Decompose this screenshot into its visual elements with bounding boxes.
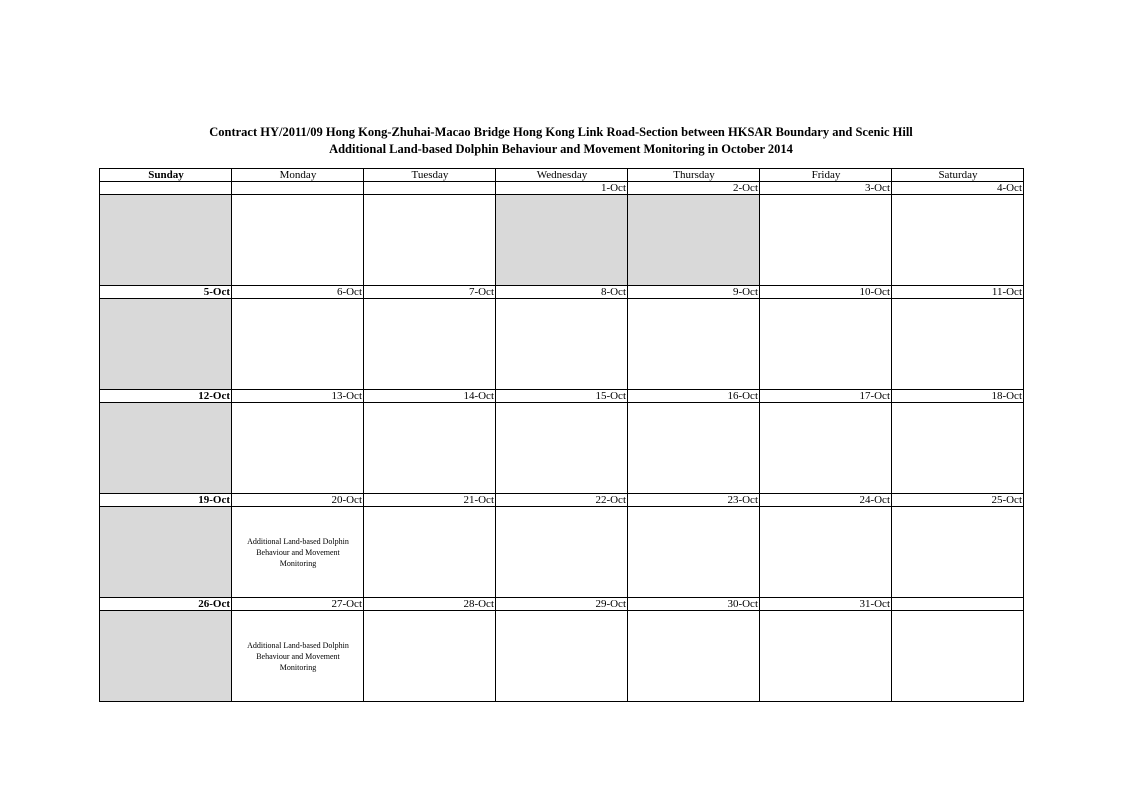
week-2-date-row (100, 286, 1024, 299)
day-cell (892, 507, 1024, 598)
weekday-header-thursday: Thursday (628, 169, 760, 182)
day-cell (892, 299, 1024, 390)
date-label: 17-Oct (760, 390, 892, 403)
week-3-date-row (100, 390, 1024, 403)
day-cell (628, 195, 760, 286)
date-label: 27-Oct (232, 598, 364, 611)
day-cell (760, 299, 892, 390)
weekday-header-tuesday: Tuesday (364, 169, 496, 182)
day-cell (100, 507, 232, 598)
week-3-body-row (100, 403, 1024, 494)
day-cell (496, 507, 628, 598)
day-cell (628, 403, 760, 494)
day-cell (100, 299, 232, 390)
date-label (232, 182, 364, 195)
date-label: 14-Oct (364, 390, 496, 403)
day-cell (100, 611, 232, 702)
day-cell (496, 299, 628, 390)
date-label: 9-Oct (628, 286, 760, 299)
day-cell (364, 299, 496, 390)
weekday-header-monday: Monday (232, 169, 364, 182)
date-label: 30-Oct (628, 598, 760, 611)
date-label: 28-Oct (364, 598, 496, 611)
date-label (892, 598, 1024, 611)
weekday-header-saturday: Saturday (892, 169, 1024, 182)
date-label: 26-Oct (100, 598, 232, 611)
date-label: 31-Oct (760, 598, 892, 611)
event-text: Additional Land-based Dolphin Behaviour and Movement Monitoring (247, 536, 349, 568)
date-label: 22-Oct (496, 494, 628, 507)
week-4-body-row (100, 507, 1024, 598)
date-label: 4-Oct (892, 182, 1024, 195)
day-cell (100, 195, 232, 286)
weekday-header-friday: Friday (760, 169, 892, 182)
week-4-date-row (100, 494, 1024, 507)
date-label: 23-Oct (628, 494, 760, 507)
date-label: 7-Oct (364, 286, 496, 299)
date-label: 12-Oct (100, 390, 232, 403)
day-cell (892, 611, 1024, 702)
weekday-header-sunday: Sunday (100, 169, 232, 182)
day-cell (496, 611, 628, 702)
day-cell (232, 507, 364, 598)
day-cell (232, 195, 364, 286)
day-cell (760, 507, 892, 598)
weekday-header-wednesday: Wednesday (496, 169, 628, 182)
date-label: 15-Oct (496, 390, 628, 403)
date-label: 21-Oct (364, 494, 496, 507)
date-label: 25-Oct (892, 494, 1024, 507)
date-label: 24-Oct (760, 494, 892, 507)
day-cell (232, 299, 364, 390)
date-label (100, 182, 232, 195)
date-label: 16-Oct (628, 390, 760, 403)
day-cell (628, 507, 760, 598)
date-label (364, 182, 496, 195)
day-cell (364, 611, 496, 702)
title-line-2: Additional Land-based Dolphin Behaviour and Movement Monitoring in October 2014 (329, 142, 793, 156)
day-cell (760, 195, 892, 286)
day-cell (232, 611, 364, 702)
week-5-date-row (100, 598, 1024, 611)
day-cell (628, 611, 760, 702)
day-cell (232, 403, 364, 494)
date-label: 10-Oct (760, 286, 892, 299)
date-label: 11-Oct (892, 286, 1024, 299)
day-cell (892, 403, 1024, 494)
day-cell (892, 195, 1024, 286)
date-label: 3-Oct (760, 182, 892, 195)
date-label: 20-Oct (232, 494, 364, 507)
week-2-body-row (100, 299, 1024, 390)
week-5-body-row (100, 611, 1024, 702)
title-line-1: Contract HY/2011/09 Hong Kong-Zhuhai-Macao Bridge Hong Kong Link Road-Section between HKSAR Boundary and Scenic Hill (209, 125, 913, 139)
document-title (99, 124, 1023, 158)
day-cell (496, 195, 628, 286)
day-cell (760, 403, 892, 494)
day-cell (760, 611, 892, 702)
date-label: 8-Oct (496, 286, 628, 299)
day-cell (100, 403, 232, 494)
date-label: 6-Oct (232, 286, 364, 299)
day-cell (364, 195, 496, 286)
day-cell (364, 403, 496, 494)
date-label: 2-Oct (628, 182, 760, 195)
date-label: 18-Oct (892, 390, 1024, 403)
day-cell (364, 507, 496, 598)
day-cell (496, 403, 628, 494)
day-cell (628, 299, 760, 390)
date-label: 1-Oct (496, 182, 628, 195)
weekday-header-row (100, 169, 1024, 182)
date-label: 29-Oct (496, 598, 628, 611)
week-1-body-row (100, 195, 1024, 286)
calendar-grid (99, 168, 1024, 702)
date-label: 19-Oct (100, 494, 232, 507)
date-label: 13-Oct (232, 390, 364, 403)
week-1-date-row (100, 182, 1024, 195)
date-label: 5-Oct (100, 286, 232, 299)
event-text: Additional Land-based Dolphin Behaviour and Movement Monitoring (247, 640, 349, 672)
